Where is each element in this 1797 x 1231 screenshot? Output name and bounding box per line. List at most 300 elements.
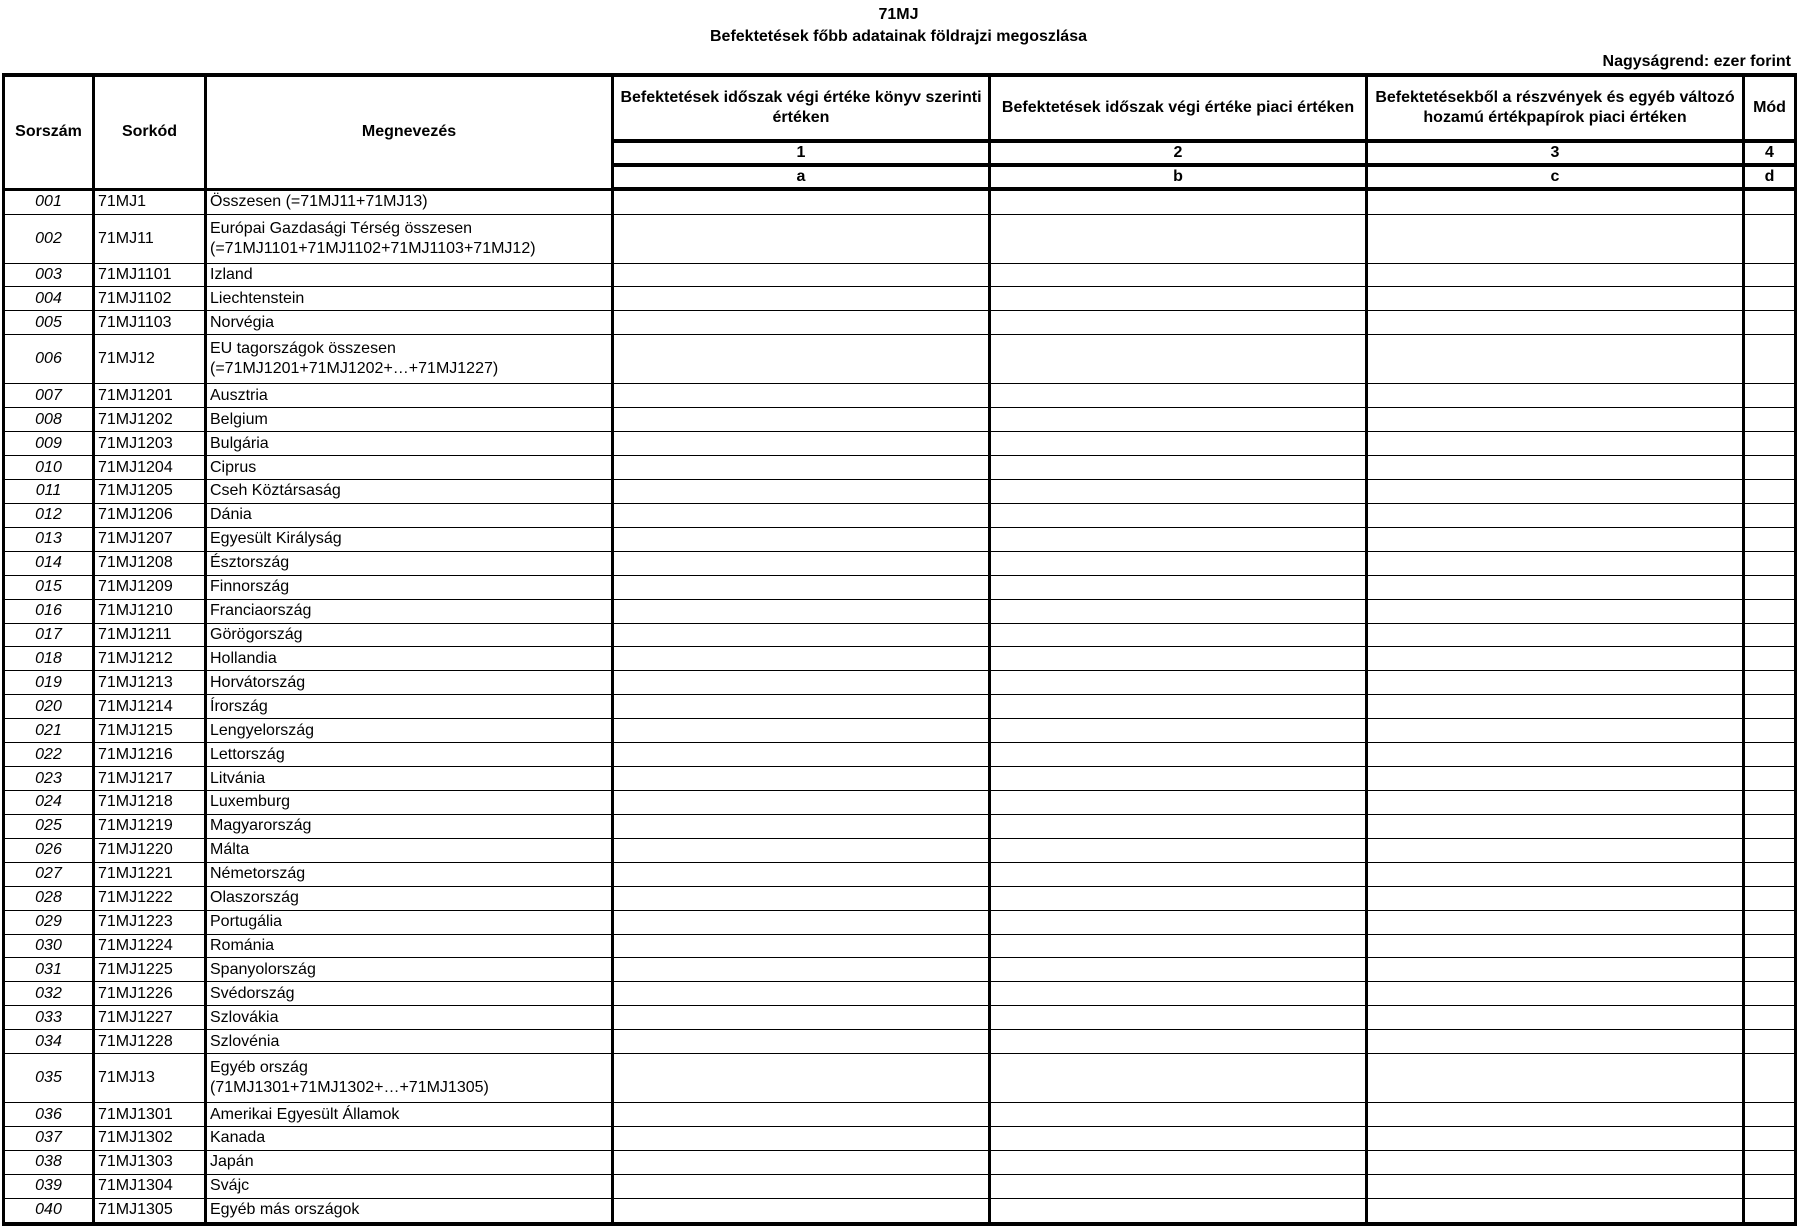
cell-col1-input[interactable]	[613, 719, 990, 743]
row-sorkod: 71MJ13	[94, 1054, 206, 1103]
cell-col2-input[interactable]	[990, 1103, 1367, 1127]
cell-col3-input[interactable]	[1367, 790, 1744, 814]
row-sorszam: 032	[4, 982, 94, 1006]
row-sorkod: 71MJ1211	[94, 623, 206, 647]
cell-mod-input[interactable]	[1744, 311, 1796, 335]
cell-col3-input[interactable]	[1367, 838, 1744, 862]
row-megnevezes	[206, 432, 613, 456]
cell-col2-input[interactable]	[990, 1006, 1367, 1030]
cell-col1-input[interactable]	[613, 814, 990, 838]
table-row	[4, 790, 1796, 814]
row-megnevezes	[206, 982, 613, 1006]
cell-mod-input[interactable]	[1744, 1030, 1796, 1054]
cell-col1-input[interactable]	[613, 408, 990, 432]
cell-col3-input[interactable]	[1367, 814, 1744, 838]
cell-col3-input[interactable]	[1367, 189, 1744, 214]
cell-mod-input[interactable]	[1744, 527, 1796, 551]
row-name-line: Románia	[210, 936, 275, 954]
row-name-line: Norvégia	[210, 313, 275, 331]
cell-col2-input[interactable]	[990, 479, 1367, 503]
cell-col1-input[interactable]	[613, 647, 990, 671]
cell-col1-input[interactable]	[613, 335, 990, 384]
row-sorszam: 006	[4, 335, 94, 384]
cell-mod-input[interactable]	[1744, 982, 1796, 1006]
cell-col2-input[interactable]	[990, 838, 1367, 862]
cell-col1-input[interactable]	[613, 551, 990, 575]
cell-col1-input[interactable]	[613, 575, 990, 599]
row-sorszam: 026	[4, 838, 94, 862]
row-sorszam: 039	[4, 1174, 94, 1198]
cell-col2-input[interactable]	[990, 767, 1367, 791]
cell-col2-input[interactable]	[990, 1030, 1367, 1054]
cell-mod-input[interactable]	[1744, 790, 1796, 814]
cell-col1-input[interactable]	[613, 1127, 990, 1151]
row-megnevezes	[206, 743, 613, 767]
row-name-line: Horvátország	[210, 673, 306, 691]
row-megnevezes	[206, 1054, 613, 1103]
cell-col2-input[interactable]	[990, 335, 1367, 384]
cell-mod-input[interactable]	[1744, 647, 1796, 671]
cell-col1-input[interactable]	[613, 1006, 990, 1030]
header-num3: 3	[1367, 141, 1744, 165]
row-sorkod: 71MJ1305	[94, 1198, 206, 1224]
row-megnevezes	[206, 479, 613, 503]
cell-mod-input[interactable]	[1744, 408, 1796, 432]
cell-mod-input[interactable]	[1744, 814, 1796, 838]
row-megnevezes	[206, 671, 613, 695]
cell-col3-input[interactable]	[1367, 432, 1744, 456]
row-name-line: Portugália	[210, 913, 283, 931]
cell-col2-input[interactable]	[990, 384, 1367, 408]
table-row	[4, 982, 1796, 1006]
header-col1: Befektetések időszak végi értéke könyv szerinti értéken	[613, 75, 990, 141]
header-let3: c	[1367, 165, 1744, 189]
row-megnevezes	[206, 838, 613, 862]
row-sorszam: 015	[4, 575, 94, 599]
row-sorkod: 71MJ1228	[94, 1030, 206, 1054]
row-name-line: Összesen (=71MJ11+71MJ13)	[210, 193, 428, 211]
cell-mod-input[interactable]	[1744, 503, 1796, 527]
table-row	[4, 647, 1796, 671]
row-sorkod: 71MJ1208	[94, 551, 206, 575]
cell-col3-input[interactable]	[1367, 647, 1744, 671]
cell-mod-input[interactable]	[1744, 287, 1796, 311]
row-sorszam: 017	[4, 623, 94, 647]
cell-col1-input[interactable]	[613, 982, 990, 1006]
cell-mod-input[interactable]	[1744, 384, 1796, 408]
cell-mod-input[interactable]	[1744, 767, 1796, 791]
cell-col3-input[interactable]	[1367, 551, 1744, 575]
row-megnevezes	[206, 1174, 613, 1198]
cell-mod-input[interactable]	[1744, 263, 1796, 287]
cell-mod-input[interactable]	[1744, 335, 1796, 384]
row-megnevezes	[206, 263, 613, 287]
cell-col2-input[interactable]	[990, 647, 1367, 671]
row-megnevezes	[206, 599, 613, 623]
cell-col2-input[interactable]	[990, 214, 1367, 263]
row-megnevezes	[206, 287, 613, 311]
table-row	[4, 814, 1796, 838]
row-sorszam: 029	[4, 910, 94, 934]
cell-mod-input[interactable]	[1744, 1006, 1796, 1030]
cell-col3-input[interactable]	[1367, 311, 1744, 335]
row-megnevezes	[206, 551, 613, 575]
cell-col1-input[interactable]	[613, 1054, 990, 1103]
row-name-line: Egyesült Királyság	[210, 530, 342, 548]
cell-mod-input[interactable]	[1744, 1127, 1796, 1151]
cell-col2-input[interactable]	[990, 1174, 1367, 1198]
cell-col3-input[interactable]	[1367, 1103, 1744, 1127]
header-col4: Mód	[1744, 75, 1796, 141]
cell-mod-input[interactable]	[1744, 886, 1796, 910]
cell-col1-input[interactable]	[613, 886, 990, 910]
cell-col2-input[interactable]	[990, 886, 1367, 910]
table-row	[4, 1103, 1796, 1127]
cell-col1-input[interactable]	[613, 214, 990, 263]
row-sorkod: 71MJ1217	[94, 767, 206, 791]
cell-mod-input[interactable]	[1744, 551, 1796, 575]
row-sorszam: 007	[4, 384, 94, 408]
row-sorkod: 71MJ1223	[94, 910, 206, 934]
cell-col3-input[interactable]	[1367, 287, 1744, 311]
cell-col1-input[interactable]	[613, 384, 990, 408]
row-sorkod: 71MJ1201	[94, 384, 206, 408]
cell-col2-input[interactable]	[990, 1127, 1367, 1151]
row-megnevezes	[206, 214, 613, 263]
cell-col1-input[interactable]	[613, 862, 990, 886]
cell-col3-input[interactable]	[1367, 384, 1744, 408]
row-name-line: Észtország	[210, 554, 290, 572]
cell-col1-input[interactable]	[613, 503, 990, 527]
cell-col2-input[interactable]	[990, 1198, 1367, 1224]
cell-col2-input[interactable]	[990, 910, 1367, 934]
row-megnevezes	[206, 767, 613, 791]
cell-col3-input[interactable]	[1367, 719, 1744, 743]
cell-col3-input[interactable]	[1367, 767, 1744, 791]
cell-col3-input[interactable]	[1367, 1150, 1744, 1174]
row-name-line: Egyéb más országok	[210, 1201, 360, 1219]
table-row	[4, 862, 1796, 886]
header-megnevezes: Megnevezés	[206, 75, 613, 189]
row-name-line: Cseh Köztársaság	[210, 482, 341, 500]
cell-mod-input[interactable]	[1744, 214, 1796, 263]
cell-mod-input[interactable]	[1744, 743, 1796, 767]
cell-mod-input[interactable]	[1744, 958, 1796, 982]
row-name-line: Írország	[210, 697, 268, 715]
cell-mod-input[interactable]	[1744, 479, 1796, 503]
cell-col3-input[interactable]	[1367, 575, 1744, 599]
row-sorszam: 012	[4, 503, 94, 527]
cell-mod-input[interactable]	[1744, 719, 1796, 743]
row-sorszam: 025	[4, 814, 94, 838]
table-row	[4, 1030, 1796, 1054]
cell-col3-input[interactable]	[1367, 1054, 1744, 1103]
row-name-line: Málta	[210, 841, 250, 859]
header-num2: 2	[990, 141, 1367, 165]
table-row	[4, 263, 1796, 287]
row-megnevezes	[206, 1103, 613, 1127]
cell-col2-input[interactable]	[990, 934, 1367, 958]
row-name-line: Egyéb ország	[210, 1059, 308, 1077]
row-sorszam: 035	[4, 1054, 94, 1103]
cell-mod-input[interactable]	[1744, 934, 1796, 958]
cell-col3-input[interactable]	[1367, 503, 1744, 527]
row-name-line: Szlovákia	[210, 1008, 279, 1026]
cell-mod-input[interactable]	[1744, 1054, 1796, 1103]
row-megnevezes	[206, 335, 613, 384]
data-table	[2, 73, 1797, 1226]
cell-mod-input[interactable]	[1744, 838, 1796, 862]
cell-col2-input[interactable]	[990, 456, 1367, 480]
row-sorkod: 71MJ1	[94, 189, 206, 214]
row-name-line: Amerikai Egyesült Államok	[210, 1105, 400, 1123]
table-row	[4, 479, 1796, 503]
cell-col3-input[interactable]	[1367, 743, 1744, 767]
cell-col2-input[interactable]	[990, 814, 1367, 838]
row-name-line: Lettország	[210, 745, 285, 763]
table-row	[4, 311, 1796, 335]
cell-col3-input[interactable]	[1367, 335, 1744, 384]
cell-col1-input[interactable]	[613, 767, 990, 791]
cell-mod-input[interactable]	[1744, 862, 1796, 886]
row-sorszam: 022	[4, 743, 94, 767]
cell-col3-input[interactable]	[1367, 408, 1744, 432]
cell-col3-input[interactable]	[1367, 623, 1744, 647]
row-sorszam: 028	[4, 886, 94, 910]
header-let1: a	[613, 165, 990, 189]
row-sorkod: 71MJ1302	[94, 1127, 206, 1151]
cell-col3-input[interactable]	[1367, 479, 1744, 503]
cell-col2-input[interactable]	[990, 599, 1367, 623]
row-sorkod: 71MJ1205	[94, 479, 206, 503]
table-row	[4, 335, 1796, 384]
row-sorkod: 71MJ1301	[94, 1103, 206, 1127]
row-megnevezes	[206, 719, 613, 743]
cell-col3-input[interactable]	[1367, 456, 1744, 480]
cell-col2-input[interactable]	[990, 287, 1367, 311]
cell-col3-input[interactable]	[1367, 1198, 1744, 1224]
row-name-line: Magyarország	[210, 817, 312, 835]
table-row	[4, 599, 1796, 623]
cell-col2-input[interactable]	[990, 862, 1367, 886]
cell-col1-input[interactable]	[613, 456, 990, 480]
cell-col1-input[interactable]	[613, 1198, 990, 1224]
row-sorkod: 71MJ1218	[94, 790, 206, 814]
table-row	[4, 623, 1796, 647]
cell-mod-input[interactable]	[1744, 1198, 1796, 1224]
row-sorszam: 021	[4, 719, 94, 743]
row-name-line: Izland	[210, 266, 253, 283]
row-megnevezes	[206, 814, 613, 838]
cell-col3-input[interactable]	[1367, 958, 1744, 982]
row-sorszam: 004	[4, 287, 94, 311]
table-row	[4, 1174, 1796, 1198]
cell-col3-input[interactable]	[1367, 886, 1744, 910]
row-sorkod: 71MJ1202	[94, 408, 206, 432]
row-name-line: Litvánia	[210, 769, 266, 787]
cell-col3-input[interactable]	[1367, 527, 1744, 551]
row-megnevezes	[206, 790, 613, 814]
cell-col2-input[interactable]	[990, 551, 1367, 575]
cell-col1-input[interactable]	[613, 432, 990, 456]
row-sorkod: 71MJ1214	[94, 695, 206, 719]
cell-col3-input[interactable]	[1367, 910, 1744, 934]
row-megnevezes	[206, 575, 613, 599]
cell-mod-input[interactable]	[1744, 599, 1796, 623]
table-row	[4, 384, 1796, 408]
cell-col2-input[interactable]	[990, 958, 1367, 982]
cell-mod-input[interactable]	[1744, 695, 1796, 719]
cell-col3-input[interactable]	[1367, 982, 1744, 1006]
table-row	[4, 910, 1796, 934]
row-sorszam: 003	[4, 263, 94, 287]
row-sorkod: 71MJ1303	[94, 1150, 206, 1174]
cell-col3-input[interactable]	[1367, 862, 1744, 886]
row-sorkod: 71MJ1212	[94, 647, 206, 671]
table-row	[4, 575, 1796, 599]
form-code-title: 71MJ	[878, 6, 919, 23]
cell-col3-input[interactable]	[1367, 1030, 1744, 1054]
row-sorszam: 014	[4, 551, 94, 575]
cell-col2-input[interactable]	[990, 527, 1367, 551]
cell-mod-input[interactable]	[1744, 1103, 1796, 1127]
row-megnevezes	[206, 1006, 613, 1030]
cell-mod-input[interactable]	[1744, 432, 1796, 456]
row-sorkod: 71MJ1227	[94, 1006, 206, 1030]
cell-col1-input[interactable]	[613, 623, 990, 647]
cell-col3-input[interactable]	[1367, 263, 1744, 287]
header-sorkod: Sorkód	[94, 75, 206, 189]
cell-mod-input[interactable]	[1744, 623, 1796, 647]
header-num4: 4	[1744, 141, 1796, 165]
cell-col2-input[interactable]	[990, 503, 1367, 527]
cell-col2-input[interactable]	[990, 695, 1367, 719]
row-megnevezes	[206, 1127, 613, 1151]
row-sorszam: 038	[4, 1150, 94, 1174]
row-sorkod: 71MJ1102	[94, 287, 206, 311]
cell-col2-input[interactable]	[990, 189, 1367, 214]
row-sorszam: 013	[4, 527, 94, 551]
cell-col2-input[interactable]	[990, 982, 1367, 1006]
cell-col3-input[interactable]	[1367, 695, 1744, 719]
row-sorszam: 016	[4, 599, 94, 623]
unit-label: Nagyságrend: ezer forint	[1602, 53, 1791, 70]
row-sorszam: 037	[4, 1127, 94, 1151]
cell-col1-input[interactable]	[613, 287, 990, 311]
cell-col1-input[interactable]	[613, 1030, 990, 1054]
header-num1: 1	[613, 141, 990, 165]
row-name-line: Hollandia	[210, 649, 277, 667]
cell-col2-input[interactable]	[990, 671, 1367, 695]
header-col2: Befektetések időszak végi értéke piaci értéken	[990, 75, 1367, 141]
row-name-line: Liechtenstein	[210, 289, 305, 307]
cell-col1-input[interactable]	[613, 790, 990, 814]
cell-col2-input[interactable]	[990, 263, 1367, 287]
row-sorszam: 020	[4, 695, 94, 719]
cell-col2-input[interactable]	[990, 1054, 1367, 1103]
row-name-line: Ciprus	[210, 458, 257, 476]
cell-mod-input[interactable]	[1744, 575, 1796, 599]
row-megnevezes	[206, 647, 613, 671]
row-sorszam: 023	[4, 767, 94, 791]
cell-mod-input[interactable]	[1744, 1150, 1796, 1174]
row-sorkod: 71MJ1213	[94, 671, 206, 695]
cell-col1-input[interactable]	[613, 189, 990, 214]
cell-col1-input[interactable]	[613, 910, 990, 934]
cell-col1-input[interactable]	[613, 671, 990, 695]
cell-col1-input[interactable]	[613, 527, 990, 551]
row-megnevezes	[206, 910, 613, 934]
cell-col2-input[interactable]	[990, 719, 1367, 743]
row-name-line: Finnország	[210, 578, 290, 596]
cell-col2-input[interactable]	[990, 432, 1367, 456]
cell-col3-input[interactable]	[1367, 934, 1744, 958]
cell-col1-input[interactable]	[613, 934, 990, 958]
row-sorszam: 027	[4, 862, 94, 886]
cell-col3-input[interactable]	[1367, 1174, 1744, 1198]
cell-col1-input[interactable]	[613, 743, 990, 767]
form-title: Befektetések főbb adatainak földrajzi megoszlása	[709, 28, 1087, 45]
table-row	[4, 1198, 1796, 1224]
cell-col1-input[interactable]	[613, 695, 990, 719]
cell-col3-input[interactable]	[1367, 1127, 1744, 1151]
row-sorszam: 008	[4, 408, 94, 432]
cell-col2-input[interactable]	[990, 408, 1367, 432]
cell-mod-input[interactable]	[1744, 910, 1796, 934]
cell-col2-input[interactable]	[990, 575, 1367, 599]
cell-col3-input[interactable]	[1367, 671, 1744, 695]
cell-mod-input[interactable]	[1744, 1174, 1796, 1198]
row-megnevezes	[206, 886, 613, 910]
cell-col2-input[interactable]	[990, 623, 1367, 647]
cell-col2-input[interactable]	[990, 743, 1367, 767]
cell-col1-input[interactable]	[613, 1150, 990, 1174]
cell-col3-input[interactable]	[1367, 214, 1744, 263]
row-sorszam: 019	[4, 671, 94, 695]
table-row	[4, 287, 1796, 311]
row-sorszam: 036	[4, 1103, 94, 1127]
cell-col1-input[interactable]	[613, 838, 990, 862]
cell-col1-input[interactable]	[613, 1174, 990, 1198]
cell-col1-input[interactable]	[613, 958, 990, 982]
cell-col1-input[interactable]	[613, 311, 990, 335]
cell-mod-input[interactable]	[1744, 189, 1796, 214]
table-row	[4, 527, 1796, 551]
cell-col2-input[interactable]	[990, 1150, 1367, 1174]
row-megnevezes	[206, 1198, 613, 1224]
cell-col3-input[interactable]	[1367, 1006, 1744, 1030]
row-sorkod: 71MJ1215	[94, 719, 206, 743]
cell-col1-input[interactable]	[613, 599, 990, 623]
row-megnevezes	[206, 695, 613, 719]
cell-col1-input[interactable]	[613, 1103, 990, 1127]
table-row	[4, 1150, 1796, 1174]
cell-col3-input[interactable]	[1367, 599, 1744, 623]
cell-mod-input[interactable]	[1744, 456, 1796, 480]
cell-mod-input[interactable]	[1744, 671, 1796, 695]
cell-col1-input[interactable]	[613, 479, 990, 503]
cell-col2-input[interactable]	[990, 311, 1367, 335]
cell-col2-input[interactable]	[990, 790, 1367, 814]
row-name-line: Spanyolország	[210, 960, 316, 978]
row-megnevezes	[206, 189, 613, 214]
cell-col1-input[interactable]	[613, 263, 990, 287]
row-name-line: Japán	[210, 1153, 254, 1171]
table-row	[4, 503, 1796, 527]
table-row	[4, 432, 1796, 456]
row-megnevezes	[206, 527, 613, 551]
row-sorkod: 71MJ1226	[94, 982, 206, 1006]
